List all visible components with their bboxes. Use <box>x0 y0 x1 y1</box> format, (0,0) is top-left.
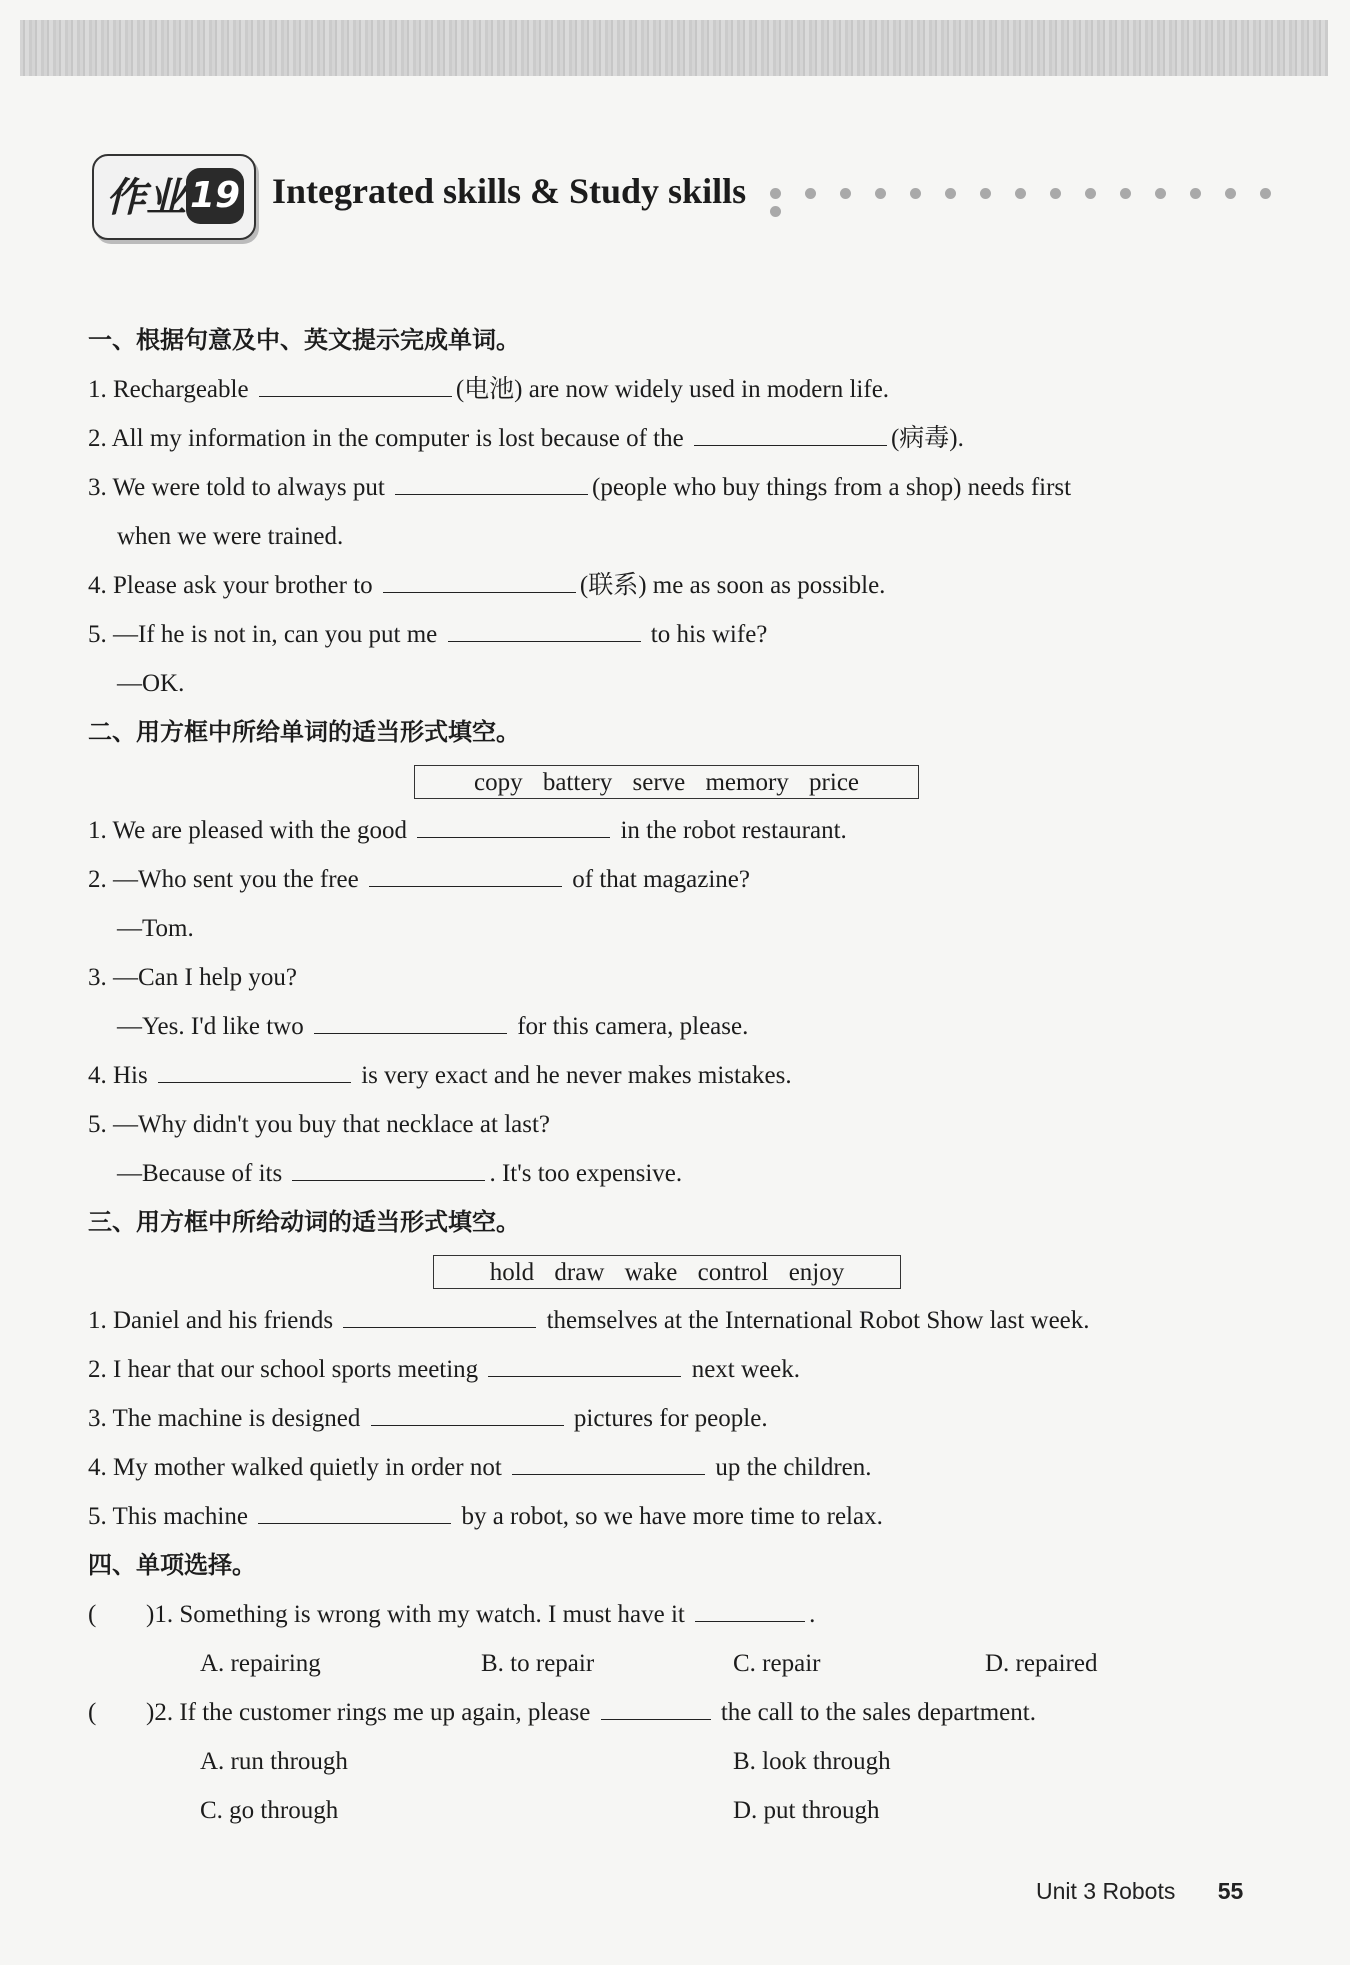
question-line: 1. Daniel and his friends themselves at the International Robot Show last week. <box>88 1296 1268 1345</box>
worksheet-header <box>92 150 1322 240</box>
answer-blank[interactable] <box>695 1595 805 1622</box>
question-line: 2. —Who sent you the free of that magazine? <box>88 855 1268 904</box>
answer-blank[interactable] <box>694 419 887 446</box>
answer-blank[interactable] <box>158 1056 351 1083</box>
answer-blank[interactable] <box>601 1693 711 1720</box>
question-line: —OK. <box>117 670 185 697</box>
section-heading: 二、用方框中所给单词的适当形式填空。 <box>88 718 520 746</box>
word-box: hold draw wake control enjoy <box>433 1255 901 1289</box>
question-line: 5. This machine by a robot, so we have more time to relax. <box>88 1492 1268 1541</box>
answer-blank[interactable] <box>383 566 576 593</box>
dotted-rule <box>770 186 1315 206</box>
question-line: —Because of its . It's too expensive. <box>88 1149 1268 1198</box>
answer-blank[interactable] <box>448 615 641 642</box>
option-c[interactable]: C. repair <box>733 1650 821 1677</box>
question-line: 4. Please ask your brother to (联系) me as soon as possible. <box>88 561 1268 610</box>
answer-blank[interactable] <box>292 1154 485 1181</box>
section-heading: 三、用方框中所给动词的适当形式填空。 <box>88 1208 520 1236</box>
answer-blank[interactable] <box>259 370 452 397</box>
question-line: —Tom. <box>117 915 194 942</box>
question-line: 2. I hear that our school sports meeting next week. <box>88 1345 1268 1394</box>
option-b[interactable]: B. to repair <box>481 1650 595 1677</box>
word-box-row <box>88 757 1268 806</box>
answer-blank[interactable] <box>371 1399 564 1426</box>
options-row <box>88 1737 1268 1786</box>
question-line: —Yes. I'd like two for this camera, please. <box>88 1002 1268 1051</box>
options-row <box>88 1639 1268 1688</box>
answer-blank[interactable] <box>417 811 610 838</box>
homework-badge <box>92 154 256 240</box>
question-line: 4. His is very exact and he never makes mistakes. <box>88 1051 1268 1100</box>
question-line: 4. My mother walked quietly in order not up the children. <box>88 1443 1268 1492</box>
question-line: 2. All my information in the computer is lost because of the (病毒). <box>88 414 1268 463</box>
options-row <box>88 1786 1268 1835</box>
top-decorative-band <box>20 20 1328 76</box>
question-line: 3. The machine is designed pictures for people. <box>88 1394 1268 1443</box>
worksheet-body <box>88 316 1268 1835</box>
question-line: 3. We were told to always put (people who buy things from a shop) needs first <box>88 463 1268 512</box>
option-a[interactable]: A. run through <box>200 1748 348 1775</box>
answer-blank[interactable] <box>512 1448 705 1475</box>
question-line: when we were trained. <box>117 523 344 550</box>
section-heading: 四、单项选择。 <box>88 1551 256 1579</box>
choice-question: ( )1. Something is wrong with my watch. I must have it . <box>88 1590 1268 1639</box>
word-box-row <box>88 1247 1268 1296</box>
question-line: 1. We are pleased with the good in the robot restaurant. <box>88 806 1268 855</box>
option-a[interactable]: A. repairing <box>200 1650 321 1677</box>
answer-paren[interactable]: ( <box>88 1601 97 1628</box>
answer-blank[interactable] <box>343 1301 536 1328</box>
answer-blank[interactable] <box>369 860 562 887</box>
answer-paren[interactable]: ( <box>88 1699 97 1726</box>
option-d[interactable]: D. put through <box>733 1797 880 1824</box>
question-line: 5. —Why didn't you buy that necklace at last? <box>88 1111 551 1138</box>
word-box: copy battery serve memory price <box>414 765 919 799</box>
choice-question: ( )2. If the customer rings me up again, please the call to the sales department. <box>88 1688 1268 1737</box>
question-line: 5. —If he is not in, can you put me to his wife? <box>88 610 1268 659</box>
question-line: 1. Rechargeable (电池) are now widely used in modern life. <box>88 365 1268 414</box>
answer-blank[interactable] <box>395 468 588 495</box>
section-heading: 一、根据句意及中、英文提示完成单词。 <box>88 326 520 354</box>
page-title: Integrated skills & Study skills <box>272 171 747 211</box>
footer-topic: Robots <box>1102 1878 1176 1904</box>
page-number: 55 <box>1217 1878 1244 1904</box>
option-b[interactable]: B. look through <box>733 1748 891 1775</box>
option-d[interactable]: D. repaired <box>985 1650 1098 1677</box>
option-c[interactable]: C. go through <box>200 1797 339 1824</box>
badge-label: 作业 <box>106 175 186 221</box>
answer-blank[interactable] <box>488 1350 681 1377</box>
footer-unit: Unit 3 <box>1036 1878 1097 1904</box>
badge-number: 19 <box>186 168 244 224</box>
answer-blank[interactable] <box>314 1007 507 1034</box>
question-line: 3. —Can I help you? <box>88 964 297 991</box>
page-footer <box>1036 1878 1243 1905</box>
answer-blank[interactable] <box>258 1497 451 1524</box>
